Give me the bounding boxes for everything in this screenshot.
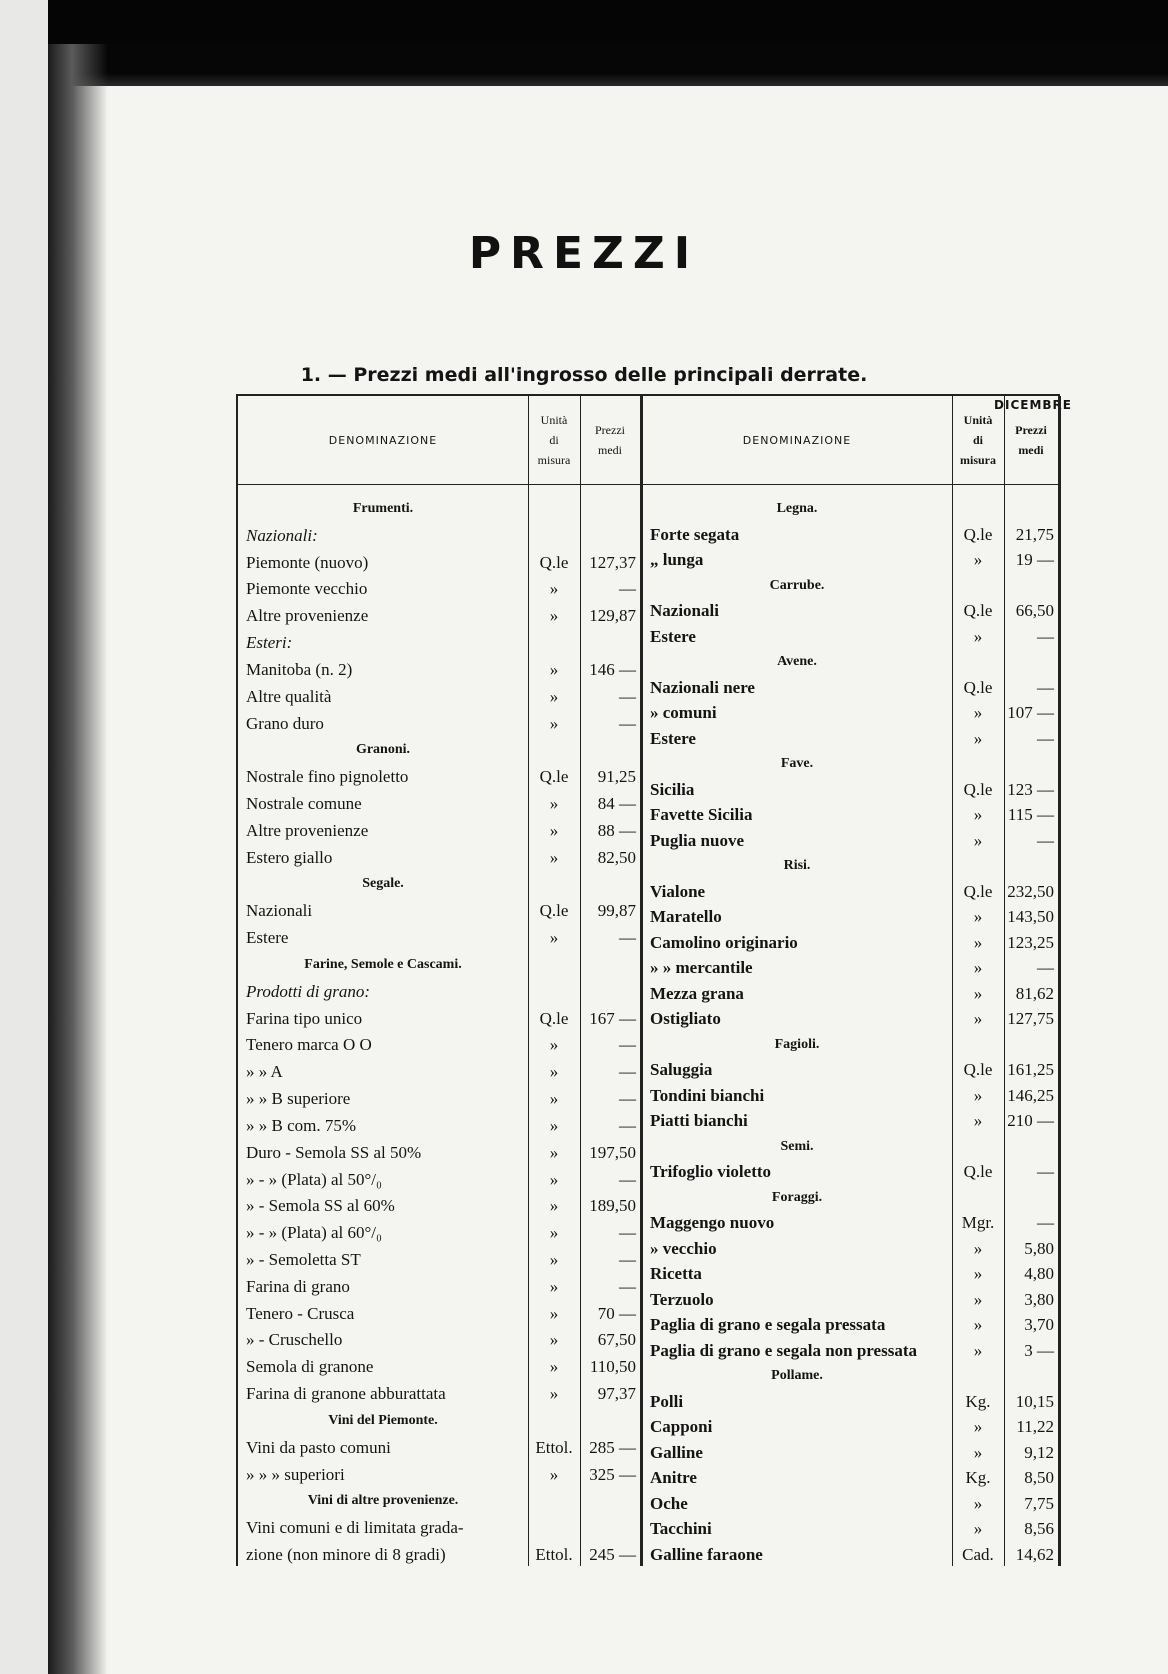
section-heading: Risi. [783, 858, 811, 874]
section-heading: Segale. [362, 876, 404, 892]
unit-cell: » [549, 579, 559, 599]
section-heading: Fagioli. [774, 1036, 820, 1052]
table-row [238, 1356, 640, 1377]
scan-shadow-top [48, 44, 1168, 86]
row-label: » - » (Plata) al 60°/₀ [246, 1223, 382, 1243]
table-row [238, 1169, 640, 1190]
subsection-heading [238, 632, 640, 653]
row-label: Oche [650, 1493, 688, 1513]
row-label: » comuni [650, 703, 717, 723]
unit-cell: » [549, 686, 559, 706]
row-label: Sicilia [650, 779, 695, 799]
table-row [642, 830, 1058, 851]
price-cell: 88 — [597, 820, 636, 840]
table-row [642, 626, 1058, 647]
table-row [642, 1289, 1058, 1310]
table-row [642, 881, 1058, 902]
unit-cell: » [549, 928, 559, 948]
unit-cell: » [549, 847, 559, 867]
unit-cell: » [549, 1062, 559, 1082]
subsection-heading [238, 525, 640, 546]
table-row [642, 932, 1058, 953]
unit-cell: Q.le [963, 601, 993, 621]
row-label: » - Cruschello [246, 1330, 343, 1350]
section-heading: Carrube. [769, 577, 825, 593]
unit-cell: Kg. [965, 1468, 991, 1488]
table-row [642, 779, 1058, 800]
table-row [642, 1391, 1058, 1412]
row-label: Piemonte vecchio [246, 579, 368, 599]
row-label: zione (non minore di 8 gradi) [246, 1545, 446, 1564]
price-cell: — [619, 1115, 636, 1135]
row-label: » vecchio [650, 1238, 717, 1258]
row-label: » » B com. 75% [246, 1115, 357, 1135]
table-row [642, 1212, 1058, 1233]
row-label: Maratello [650, 907, 722, 927]
table-row [238, 847, 640, 868]
price-cell: — [619, 1249, 636, 1269]
unit-cell: Q.le [539, 901, 569, 921]
row-label: » » mercantile [650, 958, 753, 978]
table-row [238, 552, 640, 573]
table-row [238, 1115, 640, 1136]
price-cell: 146 — [589, 659, 636, 679]
table-row [238, 713, 640, 734]
table-row [238, 1061, 640, 1082]
unit-cell: » [549, 1142, 559, 1162]
row-label: Terzuolo [650, 1289, 714, 1309]
row-label: Farina tipo unico [246, 1008, 363, 1028]
price-cell: 146,25 [1007, 1085, 1054, 1105]
row-label: Galline [650, 1442, 703, 1462]
unit-cell: » [973, 728, 983, 748]
price-cell: 91,25 [597, 767, 636, 787]
unit-cell: Q.le [963, 881, 993, 901]
row-label: „ lunga [650, 550, 704, 570]
table-row [238, 927, 640, 948]
row-label: Saluggia [650, 1060, 713, 1080]
price-cell: 143,50 [1007, 907, 1054, 927]
price-cell: 325 — [589, 1464, 636, 1484]
row-label: Nazionali nere [650, 677, 755, 697]
table-row [642, 1518, 1058, 1539]
unit-cell: » [973, 1519, 983, 1539]
row-label: Piemonte (nuovo) [246, 552, 369, 572]
table-row [642, 549, 1058, 570]
header-denominazione-left: DENOMINAZIONE [328, 433, 438, 447]
section-heading: Fave. [780, 756, 814, 772]
table-row [238, 766, 640, 787]
unit-cell: » [973, 703, 983, 723]
price-cell: — [619, 1276, 636, 1296]
table-row [642, 1059, 1058, 1080]
price-cell: 3,80 [1024, 1289, 1054, 1309]
unit-cell: » [973, 983, 983, 1003]
row-label: Tenero - Crusca [246, 1303, 355, 1323]
price-cell: — [619, 713, 636, 733]
table-row [642, 1263, 1058, 1284]
table-row [642, 1008, 1058, 1029]
price-cell: 66,50 [1015, 601, 1054, 621]
unit-cell: Q.le [963, 1060, 993, 1080]
price-cell: 21,75 [1015, 524, 1054, 544]
price-cell: — [619, 1169, 636, 1189]
table-row [238, 1276, 640, 1297]
unit-cell: Kg. [965, 1391, 991, 1411]
unit-cell: Ettol. [535, 1437, 573, 1457]
unit-cell: » [973, 958, 983, 978]
row-label: » » A [246, 1062, 283, 1082]
table-row [642, 600, 1058, 621]
row-label: Vini da pasto comuni [246, 1437, 391, 1457]
row-label: Estere [650, 626, 696, 646]
price-cell: 10,15 [1015, 1391, 1054, 1411]
section-heading: Frumenti. [352, 501, 414, 516]
price-cell: 285 — [589, 1437, 636, 1457]
table-row [238, 820, 640, 841]
row-label: Esteri: [246, 633, 293, 653]
row-label: Favette Sicilia [650, 805, 753, 825]
price-cell: 5,80 [1024, 1238, 1054, 1258]
price-cell: 99,87 [597, 901, 636, 921]
table-row [642, 983, 1058, 1004]
unit-cell: » [549, 794, 559, 814]
row-label: Nazionali: [246, 525, 318, 545]
row-label: Nostrale fino pignoletto [246, 767, 409, 787]
row-label: » - Semoletta ST [246, 1249, 361, 1269]
price-cell: 107 — [1007, 703, 1054, 723]
table-row [642, 1110, 1058, 1131]
unit-cell: » [973, 1264, 983, 1284]
section-heading: Legna. [776, 501, 818, 516]
price-cell: 70 — [597, 1303, 636, 1323]
table-row [238, 1303, 640, 1324]
table-row [642, 804, 1058, 825]
unit-cell: » [973, 932, 983, 952]
row-label: Trifoglio violetto [650, 1162, 772, 1182]
page-title: PREZZI [468, 228, 700, 279]
price-cell: — [619, 1062, 636, 1082]
row-label: Farina di granone abburattata [246, 1384, 446, 1404]
row-label: » - » (Plata) al 50°/₀ [246, 1169, 382, 1189]
unit-cell: » [973, 1289, 983, 1309]
table-row [238, 1222, 640, 1243]
unit-cell: » [973, 1417, 983, 1437]
row-label: Anitre [650, 1468, 697, 1488]
table-row [238, 1034, 640, 1055]
section-heading: Granoni. [355, 742, 411, 758]
row-label: Duro - Semola SS al 50% [246, 1142, 422, 1162]
price-cell: — [619, 579, 636, 599]
price-cell: 11,22 [1016, 1417, 1054, 1437]
price-cell: 3,70 [1024, 1315, 1054, 1335]
row-label: Paglia di grano e segala pressata [650, 1315, 886, 1335]
price-cell: 129,87 [589, 606, 636, 626]
unit-cell: » [549, 1249, 559, 1269]
table-row [238, 1437, 640, 1458]
price-cell: 84 — [597, 794, 636, 814]
row-label: Semola di granone [246, 1357, 374, 1377]
unit-cell: » [549, 606, 559, 626]
price-cell: 4,80 [1024, 1264, 1054, 1284]
row-label: Farina di grano [246, 1276, 350, 1296]
price-cell: — [1037, 728, 1054, 748]
table-row [642, 1493, 1058, 1514]
table-row [642, 677, 1058, 698]
table-row [642, 702, 1058, 723]
row-label: Ricetta [650, 1264, 702, 1284]
table-row [642, 1238, 1058, 1259]
unit-cell: » [549, 1196, 559, 1216]
unit-cell: » [973, 830, 983, 850]
table-row [642, 1467, 1058, 1488]
header-unita-left: Unità di misura [537, 413, 571, 467]
row-label: » - Semola SS al 60% [246, 1196, 395, 1216]
row-label: Vini comuni e di limitata grada- [246, 1518, 464, 1538]
row-label: Estero giallo [246, 847, 333, 867]
unit-cell: » [973, 907, 983, 927]
row-label: Altre qualità [246, 686, 332, 706]
row-label: Nazionali [246, 901, 313, 921]
unit-cell: » [973, 1340, 983, 1360]
table-row [238, 1517, 640, 1538]
table-row [238, 1329, 640, 1350]
unit-cell: » [973, 1111, 983, 1131]
unit-cell: Cad. [962, 1545, 994, 1564]
unit-cell: » [549, 1276, 559, 1296]
table-row [642, 1340, 1058, 1361]
table-row [238, 1464, 640, 1485]
table-row [642, 728, 1058, 749]
price-cell: 82,50 [597, 847, 636, 867]
row-label: Polli [650, 1391, 684, 1411]
unit-cell: » [549, 1089, 559, 1109]
table-row [238, 686, 640, 707]
row-label: Mezza grana [650, 983, 744, 1003]
unit-cell: » [549, 1330, 559, 1350]
row-label: Galline faraone [650, 1545, 763, 1564]
section-heading: Foraggi. [771, 1189, 823, 1205]
table-row [238, 578, 640, 599]
price-cell: — [1037, 1213, 1054, 1233]
row-label: Maggengo nuovo [650, 1213, 775, 1233]
table-row [238, 1383, 640, 1404]
table-row [642, 1314, 1058, 1335]
unit-cell: Q.le [963, 779, 993, 799]
price-cell: 161,25 [1007, 1060, 1054, 1080]
price-cell: 210 — [1007, 1111, 1054, 1131]
price-cell: 189,50 [589, 1196, 636, 1216]
unit-cell: » [973, 1085, 983, 1105]
column-divider-right [1058, 396, 1061, 1566]
table-row [238, 900, 640, 921]
unit-cell: Q.le [963, 677, 993, 697]
section-heading: Farine, Semole e Cascami. [304, 956, 462, 972]
section-heading: Semi. [780, 1138, 814, 1154]
table-row [642, 1544, 1058, 1565]
table-caption: 1. — Prezzi medi all'ingrosso delle principali derrate. [300, 364, 868, 386]
table-row [642, 906, 1058, 927]
row-label: Prodotti di grano: [246, 981, 371, 1001]
table-row [238, 1008, 640, 1029]
unit-cell: Mgr. [961, 1213, 995, 1233]
row-label: Ostigliato [650, 1009, 721, 1029]
price-cell: 3 — [1024, 1340, 1054, 1360]
unit-cell: » [549, 1223, 559, 1243]
unit-cell: » [549, 1169, 559, 1189]
price-cell: 245 — [589, 1545, 636, 1564]
unit-cell: Q.le [539, 1008, 569, 1028]
unit-cell: » [549, 1303, 559, 1323]
header-prezzi-left: Prezzi medi [595, 423, 625, 457]
header-unita-right: Unità di misura [960, 413, 996, 467]
price-cell: — [1037, 830, 1054, 850]
price-cell: 67,50 [597, 1330, 636, 1350]
price-cell: 97,37 [597, 1384, 636, 1404]
month-label: DICEMBRE [994, 398, 1072, 412]
subsection-heading [238, 981, 640, 1002]
header-denominazione-right: DENOMINAZIONE [742, 433, 852, 447]
price-cell: 14,62 [1015, 1545, 1054, 1564]
price-cell: 110,50 [589, 1357, 636, 1377]
table-row [642, 1161, 1058, 1182]
table-row [642, 1085, 1058, 1106]
unit-cell: » [973, 550, 983, 570]
table-row [238, 1142, 640, 1163]
table-row [642, 1442, 1058, 1463]
unit-cell: » [973, 1009, 983, 1029]
table-row [238, 1195, 640, 1216]
row-label: Puglia nuove [650, 830, 744, 850]
unit-cell: » [549, 1357, 559, 1377]
row-label: » » B superiore [246, 1089, 351, 1109]
price-cell: 8,50 [1024, 1468, 1054, 1488]
unit-cell: » [549, 1035, 559, 1055]
price-cell: 8,56 [1024, 1519, 1054, 1539]
unit-cell: » [549, 713, 559, 733]
row-label: Vialone [650, 881, 706, 901]
price-cell: 123 — [1007, 779, 1054, 799]
row-label: Estere [246, 928, 289, 948]
table-row [238, 659, 640, 680]
price-cell: 127,37 [589, 552, 636, 572]
unit-cell: » [549, 659, 559, 679]
table-row [642, 1416, 1058, 1437]
price-cell: — [1037, 677, 1054, 697]
row-label: Nostrale comune [246, 794, 362, 814]
price-cell: 123,25 [1007, 932, 1054, 952]
table-row [642, 957, 1058, 978]
row-label: Tondini bianchi [650, 1085, 765, 1105]
unit-cell: » [973, 1442, 983, 1462]
row-label: Tenero marca O O [246, 1035, 372, 1055]
unit-cell: Q.le [963, 524, 993, 544]
row-label: Forte segata [650, 524, 740, 544]
unit-cell: » [549, 1115, 559, 1135]
scan-shadow-left [48, 44, 108, 1674]
price-cell: — [1037, 1162, 1054, 1182]
unit-cell: » [549, 1464, 559, 1484]
row-label: Camolino originario [650, 932, 798, 952]
unit-cell: » [549, 820, 559, 840]
table-row [238, 1088, 640, 1109]
row-label: Altre provenienze [246, 606, 369, 626]
unit-cell: » [973, 626, 983, 646]
price-cell: 9,12 [1024, 1442, 1054, 1462]
row-label: Altre provenienze [246, 820, 369, 840]
unit-cell: Ettol. [535, 1545, 573, 1564]
row-label: Paglia di grano e segala non pressata [650, 1340, 917, 1360]
header-prezzi-right: Prezzi medi [1015, 423, 1047, 457]
section-heading: Pollame. [771, 1368, 823, 1384]
table-row [238, 605, 640, 626]
row-label: Capponi [650, 1417, 713, 1437]
price-cell: 232,50 [1007, 881, 1054, 901]
price-cell: 7,75 [1024, 1493, 1054, 1513]
table-row [238, 1249, 640, 1270]
table-row [238, 1544, 640, 1565]
price-cell: — [619, 1035, 636, 1055]
row-label: Estere [650, 728, 696, 748]
section-heading: Vini di altre provenienze. [307, 1493, 459, 1509]
price-cell: — [619, 686, 636, 706]
row-label: » » » superiori [246, 1464, 345, 1484]
price-cell: — [619, 928, 636, 948]
unit-cell: » [549, 1384, 559, 1404]
unit-cell: Q.le [963, 1162, 993, 1182]
price-cell: — [1037, 958, 1054, 978]
price-cell: 81,62 [1015, 983, 1054, 1003]
row-label: Piatti bianchi [650, 1111, 748, 1131]
unit-cell: » [973, 1493, 983, 1513]
unit-cell: » [973, 805, 983, 825]
row-label: Grano duro [246, 713, 324, 733]
section-heading: Avene. [777, 654, 817, 670]
table-row [642, 524, 1058, 545]
table-row [238, 793, 640, 814]
price-cell: 19 — [1015, 550, 1054, 570]
price-cell: — [1037, 626, 1054, 646]
price-table [236, 394, 1060, 1566]
unit-cell: » [973, 1238, 983, 1258]
row-label: Nazionali [650, 601, 719, 621]
unit-cell: » [973, 1315, 983, 1335]
price-cell: 115 — [1007, 805, 1054, 825]
header-rule [238, 484, 1060, 485]
row-label: Tacchini [650, 1519, 712, 1539]
section-heading: Vini del Piemonte. [328, 1412, 438, 1428]
price-cell: — [619, 1089, 636, 1109]
unit-cell: Q.le [539, 767, 569, 787]
price-cell: — [619, 1223, 636, 1243]
price-cell: 197,50 [589, 1142, 636, 1162]
price-cell: 167 — [589, 1008, 636, 1028]
row-label: Manitoba (n. 2) [246, 659, 353, 679]
price-cell: 127,75 [1007, 1009, 1054, 1029]
unit-cell: Q.le [539, 552, 569, 572]
